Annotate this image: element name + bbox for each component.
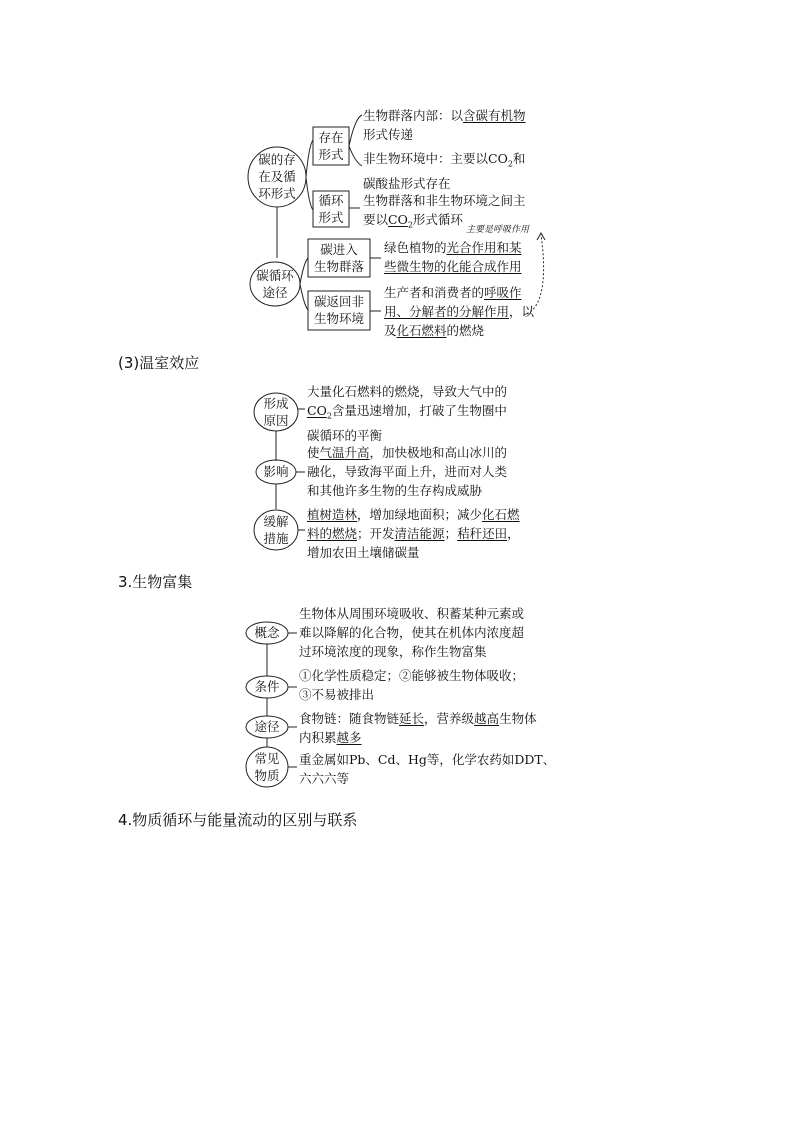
text: 难以降解的化合物，使其在机体内浓度超 (299, 625, 525, 640)
text: ③不易被排出 (299, 687, 375, 702)
text: 和其他许多生物的生存构成威胁 (307, 483, 483, 498)
text: 碳循环的平衡 (307, 427, 383, 443)
return-environment-box (308, 293, 370, 327)
node-line: 常见 (254, 751, 280, 766)
carbon-form-node (250, 151, 304, 202)
text: 绿色植物的 (384, 240, 447, 255)
underlined-text: 光合作用和某 (446, 240, 522, 255)
underlined-text: 含碳有机物 (463, 108, 526, 123)
conditions-node: 条件 (254, 679, 280, 694)
concept-node: 概念 (254, 625, 280, 640)
node-line: 环形式 (258, 186, 296, 201)
text: 食物链：随食物链 (299, 711, 400, 726)
exist-item-community (363, 106, 526, 144)
exist-form-box (313, 129, 349, 163)
box-line: 形式 (318, 147, 344, 162)
underlined-text: CO (307, 403, 327, 418)
text: ，以 (509, 304, 535, 319)
text: 过环境浓度的现象，称作生物富集 (299, 644, 487, 659)
text: ， (507, 526, 520, 541)
text: 融化，导致海平面上升，进而对人类 (307, 464, 508, 479)
common-node (246, 750, 288, 784)
underlined-text: 化石燃 (482, 507, 520, 522)
node-line: 碳的存 (258, 152, 296, 167)
handwritten-note: 主要是呼吸作用 (466, 225, 530, 235)
carbon-route-node (250, 267, 300, 301)
node-line: 物质 (254, 768, 280, 783)
measures-node (254, 513, 298, 547)
enter-item (384, 238, 522, 276)
cause-text (307, 382, 507, 445)
text: 生物群落和非生物环境之间主 (363, 193, 526, 208)
return-item (384, 283, 534, 340)
cycle-form-box (313, 192, 349, 226)
text: 生产者和消费者的 (384, 285, 485, 300)
underlined-text: 植树造林 (307, 507, 358, 522)
text: 要以 (363, 212, 389, 227)
text: 生物体从周围环境吸收、积蓄某种元素或 (299, 606, 525, 621)
underlined-text: 料的燃烧 (307, 526, 358, 541)
box-line: 碳进入 (320, 242, 358, 257)
text: ，加快极地和高山冰川的 (369, 445, 508, 460)
text: 和 (512, 151, 526, 166)
box-line: 生物环境 (313, 311, 364, 326)
text: ； (444, 526, 458, 541)
text: 生物群落内部：以 (363, 108, 464, 123)
node-line: 原因 (263, 413, 289, 428)
enter-community-box (308, 241, 370, 275)
box-line: 碳返回非 (313, 294, 364, 309)
underlined-text: 延长 (399, 711, 425, 726)
text: 非生物环境中：主要以CO (363, 151, 508, 166)
text: 大量化石燃料的燃烧，导致大气中的 (307, 384, 508, 399)
route-brace (300, 258, 308, 310)
underlined-text: CO (388, 212, 408, 227)
subscript: 2 (507, 159, 513, 169)
impact-node: 影响 (263, 464, 289, 479)
box-line: 存在 (318, 130, 344, 145)
text: ①化学性质稳定；②能够被生物体吸收； (299, 668, 525, 683)
route-text (299, 709, 537, 747)
box-line: 形式 (318, 210, 344, 225)
exist-brace (349, 115, 362, 166)
box-line: 循环 (318, 193, 344, 208)
text: 形式循环 (412, 212, 463, 227)
text: ，增加绿地面积；减少 (357, 507, 483, 522)
common-text (299, 750, 555, 788)
box-line: 生物群落 (313, 259, 364, 274)
underlined-text: 化石燃料 (396, 323, 447, 338)
underlined-text: 越高 (474, 711, 500, 726)
measures-text (307, 505, 520, 562)
cause-node (254, 395, 298, 429)
text: ；开发 (357, 526, 395, 541)
subscript: 2 (407, 220, 413, 230)
section4-heading: 4.物质循环与能量流动的区别与联系 (118, 811, 358, 829)
text: 及 (384, 323, 397, 338)
text: 增加农田土壤储碳量 (307, 545, 420, 560)
text: 内积累 (299, 730, 337, 745)
node-line: 缓解 (263, 514, 289, 529)
conditions-text (299, 666, 524, 704)
greenhouse-heading: (3)温室效应 (118, 354, 200, 372)
node-line: 形成 (263, 396, 289, 411)
text: 形式传递 (363, 127, 414, 142)
underlined-text: 秸秆还田 (457, 526, 508, 541)
bio-heading: 3.生物富集 (118, 573, 193, 591)
underlined-text: 呼吸作 (484, 285, 522, 300)
node-line: 措施 (263, 531, 289, 546)
text: 使 (307, 445, 320, 460)
node-line: 在及循 (258, 169, 296, 184)
text: 生物体 (499, 711, 537, 726)
concept-text (299, 604, 524, 661)
underlined-text: 清洁能源 (394, 526, 445, 541)
exist-item-environment (363, 149, 525, 193)
note-arrowhead (537, 233, 545, 240)
text: 重金属如Pb、Cd、Hg等，化学农药如DDT、 (299, 752, 556, 767)
text: 六六六等 (299, 771, 350, 786)
subscript: 2 (326, 411, 332, 421)
text: 的燃烧 (446, 323, 485, 338)
impact-text (307, 443, 507, 500)
underlined-text: 气温升高 (319, 445, 370, 460)
underlined-text: 越多 (336, 730, 362, 745)
node-line: 途径 (262, 285, 288, 300)
text: 碳酸盐形式存在 (363, 175, 451, 191)
node-line: 碳循环 (256, 268, 294, 283)
underlined-text: 用、分解者的分解作用 (384, 304, 510, 319)
route-node: 途径 (254, 719, 280, 734)
underlined-text: 些微生物的化能合成作用 (384, 259, 522, 274)
carbon-brace-1 (306, 140, 313, 210)
text: ，营养级 (424, 711, 475, 726)
text: 含量迅速增加，打破了生物圈中 (331, 403, 507, 418)
